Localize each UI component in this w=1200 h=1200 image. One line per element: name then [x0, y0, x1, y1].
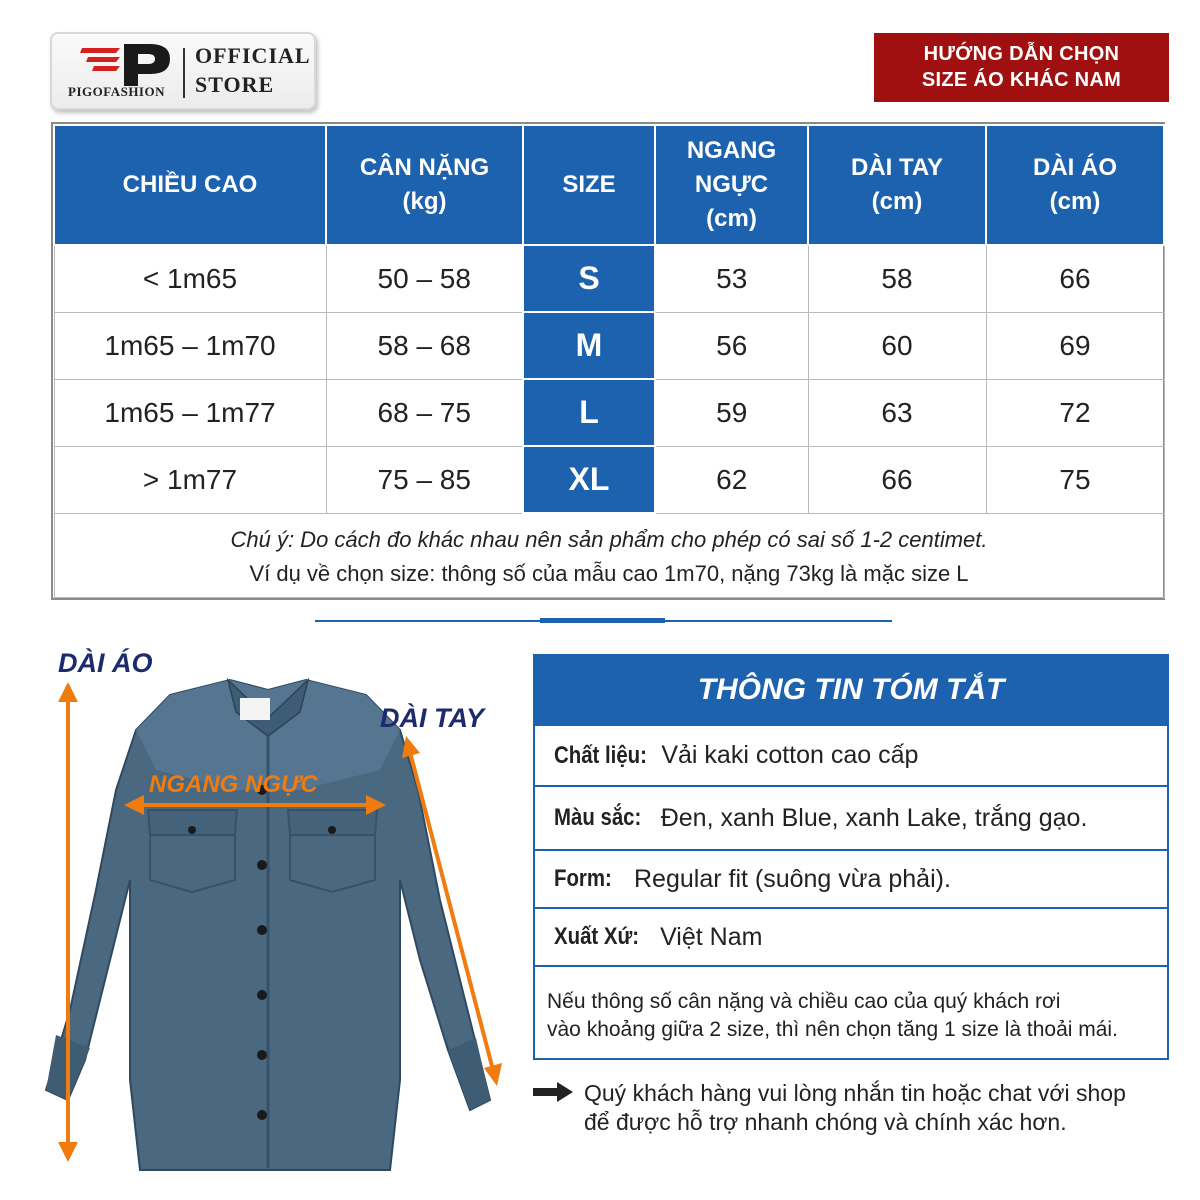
- header-length: DÀI ÁO (cm): [986, 125, 1164, 245]
- cell-length: 72: [986, 379, 1164, 446]
- cell-length: 66: [986, 245, 1164, 312]
- cell-size: M: [523, 312, 655, 379]
- cell-sleeve: 60: [808, 312, 986, 379]
- brand-name: PIGOFASHION: [68, 84, 165, 99]
- size-chart-table: [51, 122, 1165, 600]
- material-value: Vải kaki cotton cao cấp: [661, 741, 919, 769]
- table-row: [54, 312, 1164, 379]
- header-chest: NGANG NGỰC (cm): [655, 125, 808, 245]
- length-label: DÀI ÁO: [58, 648, 153, 678]
- cell-weight: 50 – 58: [326, 245, 523, 312]
- info-row-form: [535, 849, 1167, 907]
- size-tip-line1: Nếu thông số cân nặng và chiều cao của quý khách rơi: [547, 990, 1061, 1013]
- cell-weight: 58 – 68: [326, 312, 523, 379]
- cell-size: L: [523, 379, 655, 446]
- info-row-color: [535, 785, 1167, 849]
- logo-divider: [183, 48, 185, 98]
- brand-logo: [50, 32, 316, 110]
- page-title-badge: [874, 33, 1169, 102]
- cell-chest: 62: [655, 446, 808, 513]
- page-title-line1: HƯỚNG DẪN CHỌN: [923, 43, 1120, 65]
- cell-chest: 59: [655, 379, 808, 446]
- store-label: STORE: [195, 72, 275, 97]
- contact-note-line2: để được hỗ trợ nhanh chóng và chính xác hơn.: [584, 1109, 1067, 1135]
- contact-note-text: [584, 1079, 1126, 1137]
- cell-height: > 1m77: [54, 446, 326, 513]
- size-tip-line2: vào khoảng giữa 2 size, thì nên chọn tăng 1 size là thoải mái.: [547, 1018, 1118, 1041]
- cell-sleeve: 58: [808, 245, 986, 312]
- cell-sleeve: 63: [808, 379, 986, 446]
- cell-size: XL: [523, 446, 655, 513]
- cell-chest: 53: [655, 245, 808, 312]
- cell-size: S: [523, 245, 655, 312]
- header-sleeve: DÀI TAY (cm): [808, 125, 986, 245]
- cell-length: 69: [986, 312, 1164, 379]
- form-key: Form:: [554, 865, 612, 892]
- table-row: [54, 245, 1164, 312]
- size-tip: [535, 965, 1167, 1044]
- table-header-row: [54, 125, 1164, 245]
- cell-sleeve: 66: [808, 446, 986, 513]
- cell-height: 1m65 – 1m77: [54, 379, 326, 446]
- header-size: SIZE: [523, 125, 655, 245]
- summary-title: THÔNG TIN TÓM TẮT: [535, 656, 1167, 724]
- header-height: CHIỀU CAO: [54, 125, 326, 245]
- arrow-right-icon: [533, 1082, 573, 1102]
- table-note-row: [54, 513, 1164, 597]
- table-row: [54, 379, 1164, 446]
- origin-value: Việt Nam: [660, 922, 763, 951]
- cell-length: 75: [986, 446, 1164, 513]
- cell-chest: 56: [655, 312, 808, 379]
- example-note: Ví dụ về chọn size: thông số của mẫu cao 1m70, nặng 73kg là mặc size L: [249, 561, 969, 587]
- sleeve-label: DÀI TAY: [380, 703, 484, 733]
- tolerance-note: Chú ý: Do cách đo khác nhau nên sản phẩm cho phép có sai số 1-2 centimet.: [230, 527, 988, 553]
- page-title-line2: SIZE ÁO KHÁC NAM: [921, 69, 1122, 91]
- info-row-origin: [535, 907, 1167, 965]
- material-key: Chất liệu:: [554, 741, 647, 769]
- shirt-illustration: [0, 640, 520, 1200]
- cell-height: 1m65 – 1m70: [54, 312, 326, 379]
- pigofashion-logo-icon: [80, 42, 180, 86]
- cell-height: < 1m65: [54, 245, 326, 312]
- section-divider-accent: [540, 618, 665, 623]
- summary-info-box: [533, 654, 1169, 1060]
- cell-weight: 75 – 85: [326, 446, 523, 513]
- table-row: [54, 446, 1164, 513]
- cell-weight: 68 – 75: [326, 379, 523, 446]
- official-label: OFFICIAL: [195, 43, 311, 68]
- color-key: Màu sắc:: [554, 804, 642, 831]
- color-value: Đen, xanh Blue, xanh Lake, trắng gạo.: [660, 803, 1088, 832]
- form-value: Regular fit (suông vừa phải).: [634, 864, 951, 893]
- origin-key: Xuất Xứ:: [554, 923, 640, 950]
- table-note-cell: [54, 513, 1164, 597]
- header-weight: CÂN NẶNG (kg): [326, 125, 523, 245]
- chest-label: NGANG NGỰC: [149, 771, 318, 798]
- contact-note-line1: Quý khách hàng vui lòng nhắn tin hoặc chat với shop: [584, 1080, 1126, 1106]
- info-row-material: [535, 724, 1167, 785]
